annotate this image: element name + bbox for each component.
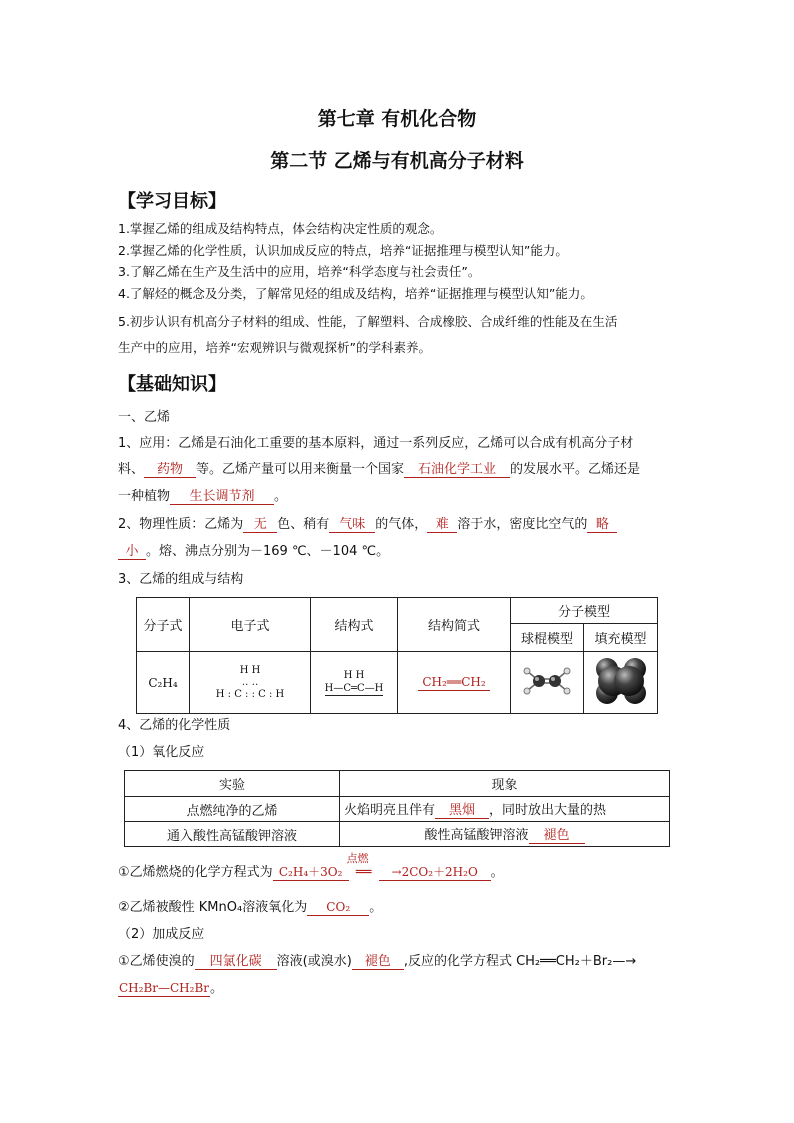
text: 一种植物 [118,489,171,504]
physical-line-2 [118,543,678,561]
answer-odor: 气味 [329,517,375,533]
text: 火焰明亮且伴有 [344,803,436,818]
header-space-filling: 填充模型 [584,624,658,652]
header-model: 分子模型 [511,598,658,624]
header-ball-stick: 球棍模型 [511,624,584,652]
text: 2、物理性质：乙烯为 [118,517,244,532]
structure-heading: 3、乙烯的组成与结构 [118,572,244,587]
header-observation: 现象 [340,771,670,797]
text: 溶液(或溴水) [276,954,352,969]
application-line-2 [118,461,678,479]
answer-growth-regulator: 生长调节剂 [170,489,274,505]
electron-top: H H [239,664,261,676]
space-filling-cell [584,652,658,714]
row2-observation [340,822,670,847]
header-experiment: 实验 [125,771,340,797]
electron-dots: ‥ ‥ [241,676,259,688]
goal-2: 2.掌握乙烯的化学性质，认识加成反应的特点，培养“证据推理与模型认知”能力。 [118,243,568,258]
answer-slightly: 略 [587,517,617,533]
answer-decolor: 褪色 [352,954,404,970]
text: 酸性高锰酸钾溶液 [424,828,529,843]
header-formula: 分子式 [137,598,190,652]
row1-experiment: 点燃纯净的乙烯 [125,797,340,822]
chapter-title: 第七章 有机化合物 [317,108,477,130]
structural-top: H H [343,670,365,681]
kmno4-line [118,899,678,917]
application-line-3 [118,488,678,506]
ball-stick-model-icon [517,661,577,701]
answer-ccl4: 四氯化碳 [195,954,277,970]
text: 。 [274,489,288,504]
answer-fade: 褪色 [529,828,585,844]
space-filling-model-icon [589,655,653,707]
addition-line-1 [118,953,678,971]
header-electron: 电子式 [190,598,311,652]
header-condensed: 结构简式 [398,598,511,652]
condensed-formula-cell [398,652,511,714]
reaction-condition [346,852,379,882]
structure-table [136,597,658,714]
structural-mid: H—C═C—H [324,683,384,694]
part-one-heading: 一、乙烯 [118,410,171,425]
text: 溶于水，密度比空气的 [457,517,588,532]
text: 色、稍有 [277,517,330,532]
answer-black-smoke: 黑烟 [435,803,489,819]
goal-4: 4.了解烃的概念及分类，了解常见烃的组成及结构，培养“证据推理与模型认知”能力。 [118,286,593,301]
basics-heading: 【基础知识】 [118,374,226,395]
electron-formula-cell [190,652,311,714]
text: 。 [210,981,224,996]
text: ①乙烯使溴的 [118,954,195,969]
condition-ignite: 点燃 [346,852,369,865]
row1-observation [340,797,670,822]
answer-product: CH₂Br—CH₂Br [118,981,210,995]
text: 。 [490,865,504,880]
text: 料、 [118,462,145,477]
answer-insoluble: 难 [427,517,457,533]
answer-eq-left: C₂H₄＋3O₂ [273,865,349,881]
text: ，同时放出大量的热 [489,803,607,818]
addition-heading: （2）加成反应 [118,927,205,942]
answer-smaller: 小 [118,544,146,560]
text: ,反应的化学方程式 CH₂══CH₂＋Br₂—→ [403,954,637,969]
ball-stick-cell [511,652,584,714]
goal-5-cont: 生产中的应用，培养“宏观辨识与微观探析”的学科素养。 [118,340,431,355]
answer-co2: CO₂ [307,900,369,916]
section-title: 第二节 乙烯与有机高分子材料 [270,150,524,172]
combustion-equation-line [118,852,678,882]
answer-colorless: 无 [243,517,277,533]
condition-arrow: ══ [355,865,372,880]
oxidation-table [124,770,670,847]
text: 的发展水平。乙烯还是 [510,462,641,477]
chemical-heading: 4、乙烯的化学性质 [118,718,231,733]
answer-drug: 药物 [144,462,196,478]
text: ①乙烯燃烧的化学方程式为 [118,865,273,880]
goal-1: 1.掌握乙烯的组成及结构特点，体会结构决定性质的观念。 [118,221,443,236]
goal-3: 3.了解乙烯在生产及生活中的应用，培养“科学态度与社会责任”。 [118,264,481,279]
electron-mid: H : C : : C : H [215,688,285,700]
formula-cell: C₂H₄ [137,652,190,714]
addition-line-2 [118,980,678,998]
oxidation-heading: （1）氧化反应 [118,745,205,760]
physical-line-1 [118,516,678,534]
answer-petrochemical: 石油化学工业 [404,462,510,478]
answer-condensed: CH₂══CH₂ [418,675,490,691]
goals-heading: 【学习目标】 [118,191,226,212]
text: 。 [369,900,383,915]
header-structural: 结构式 [311,598,398,652]
text: 的气体， [375,517,428,532]
text: ②乙烯被酸性 KMnO₄溶液氧化为 [118,900,308,915]
text: 。熔、沸点分别为－169 ℃、－104 ℃。 [146,544,390,559]
goal-5: 5.初步认识有机高分子材料的组成、性能，了解塑料、合成橡胶、合成纤维的性能及在生活 [118,314,618,329]
row2-experiment: 通入酸性高锰酸钾溶液 [125,822,340,847]
application-line-1: 1、应用：乙烯是石油化工重要的基本原料，通过一系列反应，乙烯可以合成有机高分子材 [118,436,634,451]
answer-eq-right: →2CO₂＋2H₂O [379,865,491,881]
text: 等。乙烯产量可以用来衡量一个国家 [196,462,405,477]
structural-formula-cell [311,652,398,714]
